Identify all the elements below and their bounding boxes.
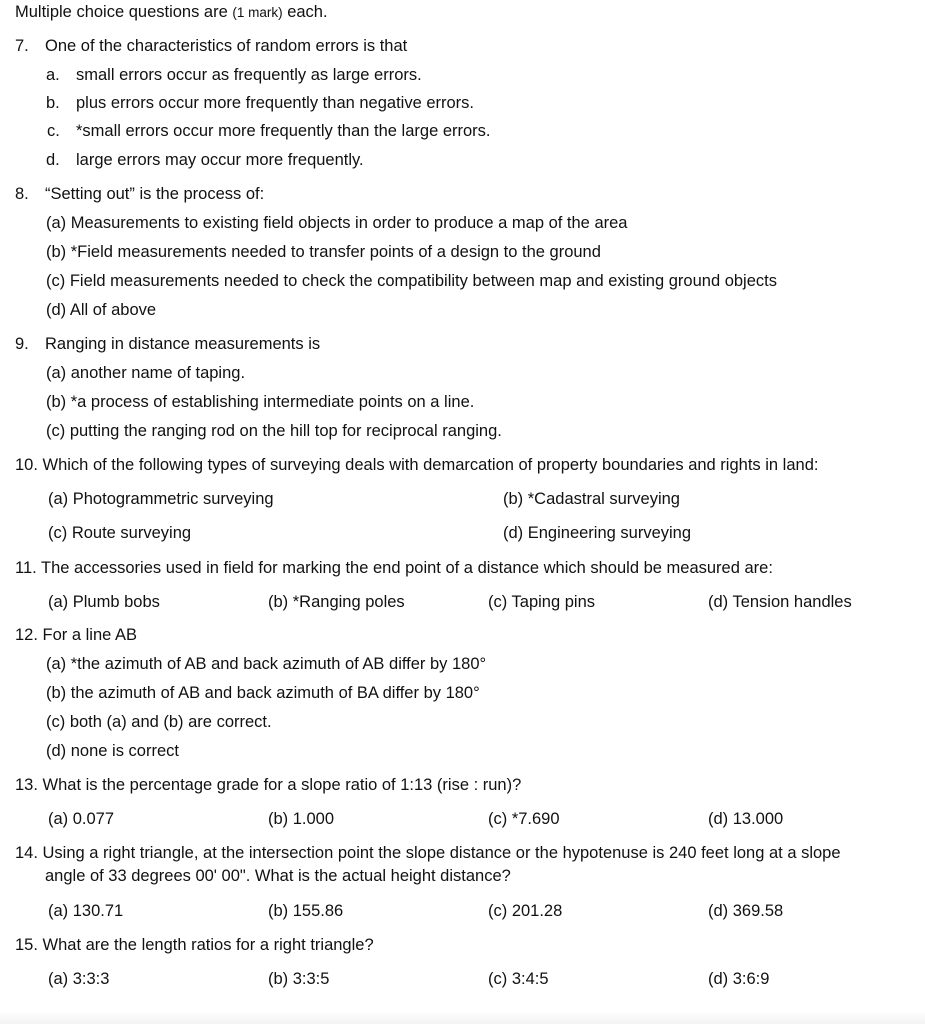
q12-option-a: (a) *the azimuth of AB and back azimuth of AB differ by 180°: [46, 655, 487, 673]
question-8-number: 8.: [15, 185, 29, 203]
q14-option-c: (c) 201.28: [488, 902, 563, 920]
q12-option-c: (c) both (a) and (b) are correct.: [46, 713, 272, 731]
q15-option-c: (c) 3:4:5: [488, 970, 549, 988]
q9-option-a: (a) another name of taping.: [46, 364, 246, 382]
question-9-number: 9.: [15, 335, 29, 353]
q13-option-d: (d) 13.000: [708, 810, 784, 828]
q10-option-c: (c) Route surveying: [48, 524, 192, 542]
q13-option-c: (c) *7.690: [488, 810, 560, 828]
q7-option-a: small errors occur as frequently as large errors.: [76, 66, 422, 84]
q11-option-c: (c) Taping pins: [488, 593, 596, 611]
q10-option-a: (a) Photogrammetric surveying: [48, 490, 274, 508]
q14-option-a: (a) 130.71: [48, 902, 124, 920]
q13-option-b: (b) 1.000: [268, 810, 335, 828]
heading-text: Multiple choice questions are: [15, 3, 233, 21]
q7-option-c-label: c.: [47, 122, 60, 140]
q14-option-b: (b) 155.86: [268, 902, 344, 920]
mark-note: (1 mark): [232, 5, 283, 20]
q11-option-a: (a) Plumb bobs: [48, 593, 160, 611]
question-15-text: 15. What are the length ratios for a right triangle?: [15, 936, 374, 954]
question-8-text: “Setting out” is the process of:: [45, 185, 265, 203]
q15-option-b: (b) 3:3:5: [268, 970, 330, 988]
q10-option-b: (b) *Cadastral surveying: [503, 490, 680, 508]
q7-option-b-label: b.: [46, 94, 60, 112]
q8-option-a: (a) Measurements to existing field objects in order to produce a map of the area: [46, 214, 628, 232]
question-14-text: 14. Using a right triangle, at the intersection point the slope distance or the hypotenuse is 240 feet long at a slope: [15, 844, 841, 862]
q14-option-d: (d) 369.58: [708, 902, 784, 920]
question-13-text: 13. What is the percentage grade for a slope ratio of 1:13 (rise : run)?: [15, 776, 522, 794]
q7-option-c: *small errors occur more frequently than the large errors.: [76, 122, 491, 140]
q15-option-d: (d) 3:6:9: [708, 970, 770, 988]
q9-option-b: (b) *a process of establishing intermediate points on a line.: [46, 393, 475, 411]
q7-option-b: plus errors occur more frequently than negative errors.: [76, 94, 475, 112]
question-14-text-cont: angle of 33 degrees 00' 00". What is the actual height distance?: [45, 867, 511, 885]
question-9-text: Ranging in distance measurements is: [45, 335, 321, 353]
q11-option-d: (d) Tension handles: [708, 593, 852, 611]
q8-option-b: (b) *Field measurements needed to transfer points of a design to the ground: [46, 243, 601, 261]
q15-option-a: (a) 3:3:3: [48, 970, 110, 988]
question-10-text: 10. Which of the following types of surveying deals with demarcation of property boundaries and rights in land:: [15, 456, 819, 474]
q7-option-a-label: a.: [46, 66, 60, 84]
question-7-number: 7.: [15, 37, 29, 55]
question-11-text: 11. The accessories used in field for marking the end point of a distance which should be measured are:: [15, 559, 773, 577]
q13-option-a: (a) 0.077: [48, 810, 115, 828]
q8-option-d: (d) All of above: [46, 301, 157, 319]
section-heading: [15, 3, 328, 22]
q7-option-d-label: d.: [46, 151, 60, 169]
q9-option-c: (c) putting the ranging rod on the hill top for reciprocal ranging.: [46, 422, 502, 440]
q10-option-d: (d) Engineering surveying: [503, 524, 692, 542]
page-bottom-edge: [0, 1010, 925, 1024]
q12-option-b: (b) the azimuth of AB and back azimuth of BA differ by 180°: [46, 684, 480, 702]
question-12-text: 12. For a line AB: [15, 626, 137, 644]
q12-option-d: (d) none is correct: [46, 742, 179, 760]
q7-option-d: large errors may occur more frequently.: [76, 151, 364, 169]
q8-option-c: (c) Field measurements needed to check the compatibility between map and existing ground objects: [46, 272, 777, 290]
question-7-text: One of the characteristics of random errors is that: [45, 37, 408, 55]
q11-option-b: (b) *Ranging poles: [268, 593, 405, 611]
heading-suffix: each.: [282, 3, 328, 21]
